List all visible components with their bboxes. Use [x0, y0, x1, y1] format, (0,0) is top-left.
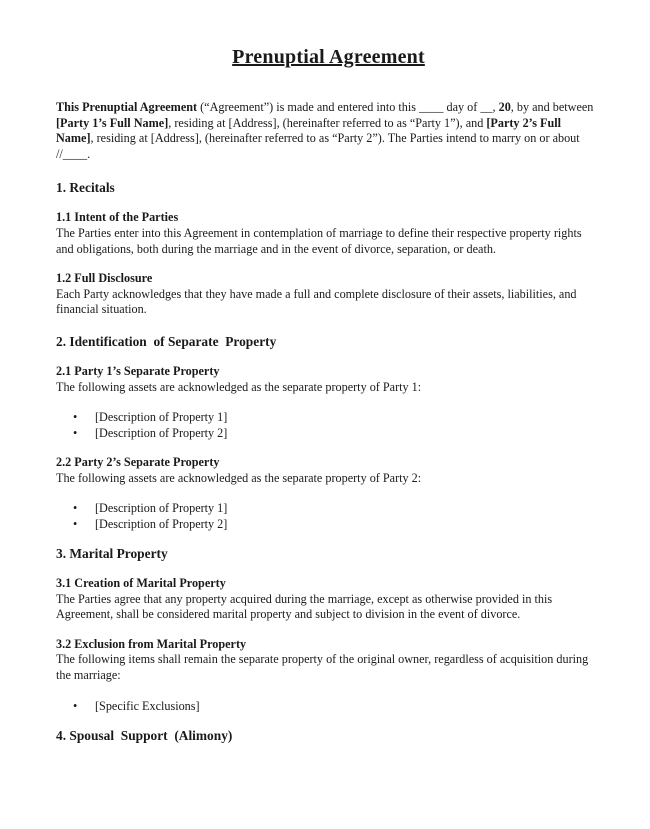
section-4-heading: 4. Spousal Support (Alimony) — [56, 727, 233, 743]
list-item: • [Description of Property 1] — [56, 410, 601, 425]
list-item: • [Description of Property 2] — [56, 517, 601, 532]
subsection-3-2-list — [56, 699, 601, 714]
page-title: Prenuptial Agreement — [232, 46, 425, 68]
list-item: • [Description of Property 2] — [56, 426, 601, 441]
intro-text-3: , residing at [Address], (hereinafter referred to as “Party 1”), and — [168, 115, 487, 130]
subsection-1-2-title: 1.2 Full Disclosure — [56, 271, 153, 286]
intro-text-4: , residing at [Address], (hereinafter referred to as “Party 2”). The Parties intend to marry on or about //____. — [56, 131, 580, 161]
intro-party1: [Party 1’s Full Name] — [56, 115, 169, 130]
intro-party2: [Party 2’s Full Name] — [56, 115, 562, 146]
subsection-1-1 — [56, 210, 601, 257]
subsection-2-2-list — [56, 501, 601, 532]
intro-lead: This Prenuptial Agreement — [56, 100, 198, 114]
subsection-2-2-text: The following assets are acknowledged as the separate property of Party 2: — [56, 470, 422, 485]
subsection-3-1 — [56, 576, 601, 623]
subsection-2-1-list — [56, 410, 601, 441]
subsection-3-2-title: 3.2 Exclusion from Marital Property — [56, 636, 247, 651]
section-3-heading: 3. Marital Property — [56, 545, 168, 561]
intro-text-1: (“Agreement”) is made and entered into this ____ day of __, — [197, 100, 499, 114]
subsection-1-2 — [56, 271, 601, 318]
intro-text-2: , by and between — [510, 100, 594, 114]
intro-paragraph — [56, 100, 601, 162]
section-1-heading: 1. Recitals — [56, 180, 115, 196]
subsection-3-2-text: The following items shall remain the separate property of the original owner, regardless of acquisition during the marriage: — [56, 652, 589, 682]
subsection-1-1-text: The Parties enter into this Agreement in contemplation of marriage to define their respective property rights and obligations, both during the marriage and in the event of divorce, separation, or death. — [56, 225, 582, 256]
subsection-1-1-title: 1.1 Intent of the Parties — [56, 210, 179, 225]
list-item: • [Description of Property 1] — [56, 501, 601, 516]
subsection-2-2-title: 2.2 Party 2’s Separate Property — [56, 454, 220, 469]
section-2-heading: 2. Identification of Separate Property — [56, 333, 277, 349]
subsection-2-1-text: The following assets are acknowledged as the separate property of Party 1: — [56, 379, 422, 394]
subsection-2-1 — [56, 364, 601, 441]
document-page — [56, 46, 601, 758]
intro-year: 20 — [498, 100, 511, 114]
subsection-2-1-title: 2.1 Party 1’s Separate Property — [56, 363, 220, 378]
subsection-1-2-text: Each Party acknowledges that they have made a full and complete disclosure of their assets, liabilities, and financial situation. — [56, 286, 577, 317]
subsection-2-2 — [56, 455, 601, 532]
subsection-3-2 — [56, 637, 601, 714]
list-item: • [Specific Exclusions] — [56, 699, 601, 714]
subsection-3-1-text: The Parties agree that any property acquired during the marriage, except as otherwise provided in this Agreement, shall be considered marital property and subject to division in the event of divorce. — [56, 591, 553, 622]
subsection-3-1-title: 3.1 Creation of Marital Property — [56, 575, 226, 590]
